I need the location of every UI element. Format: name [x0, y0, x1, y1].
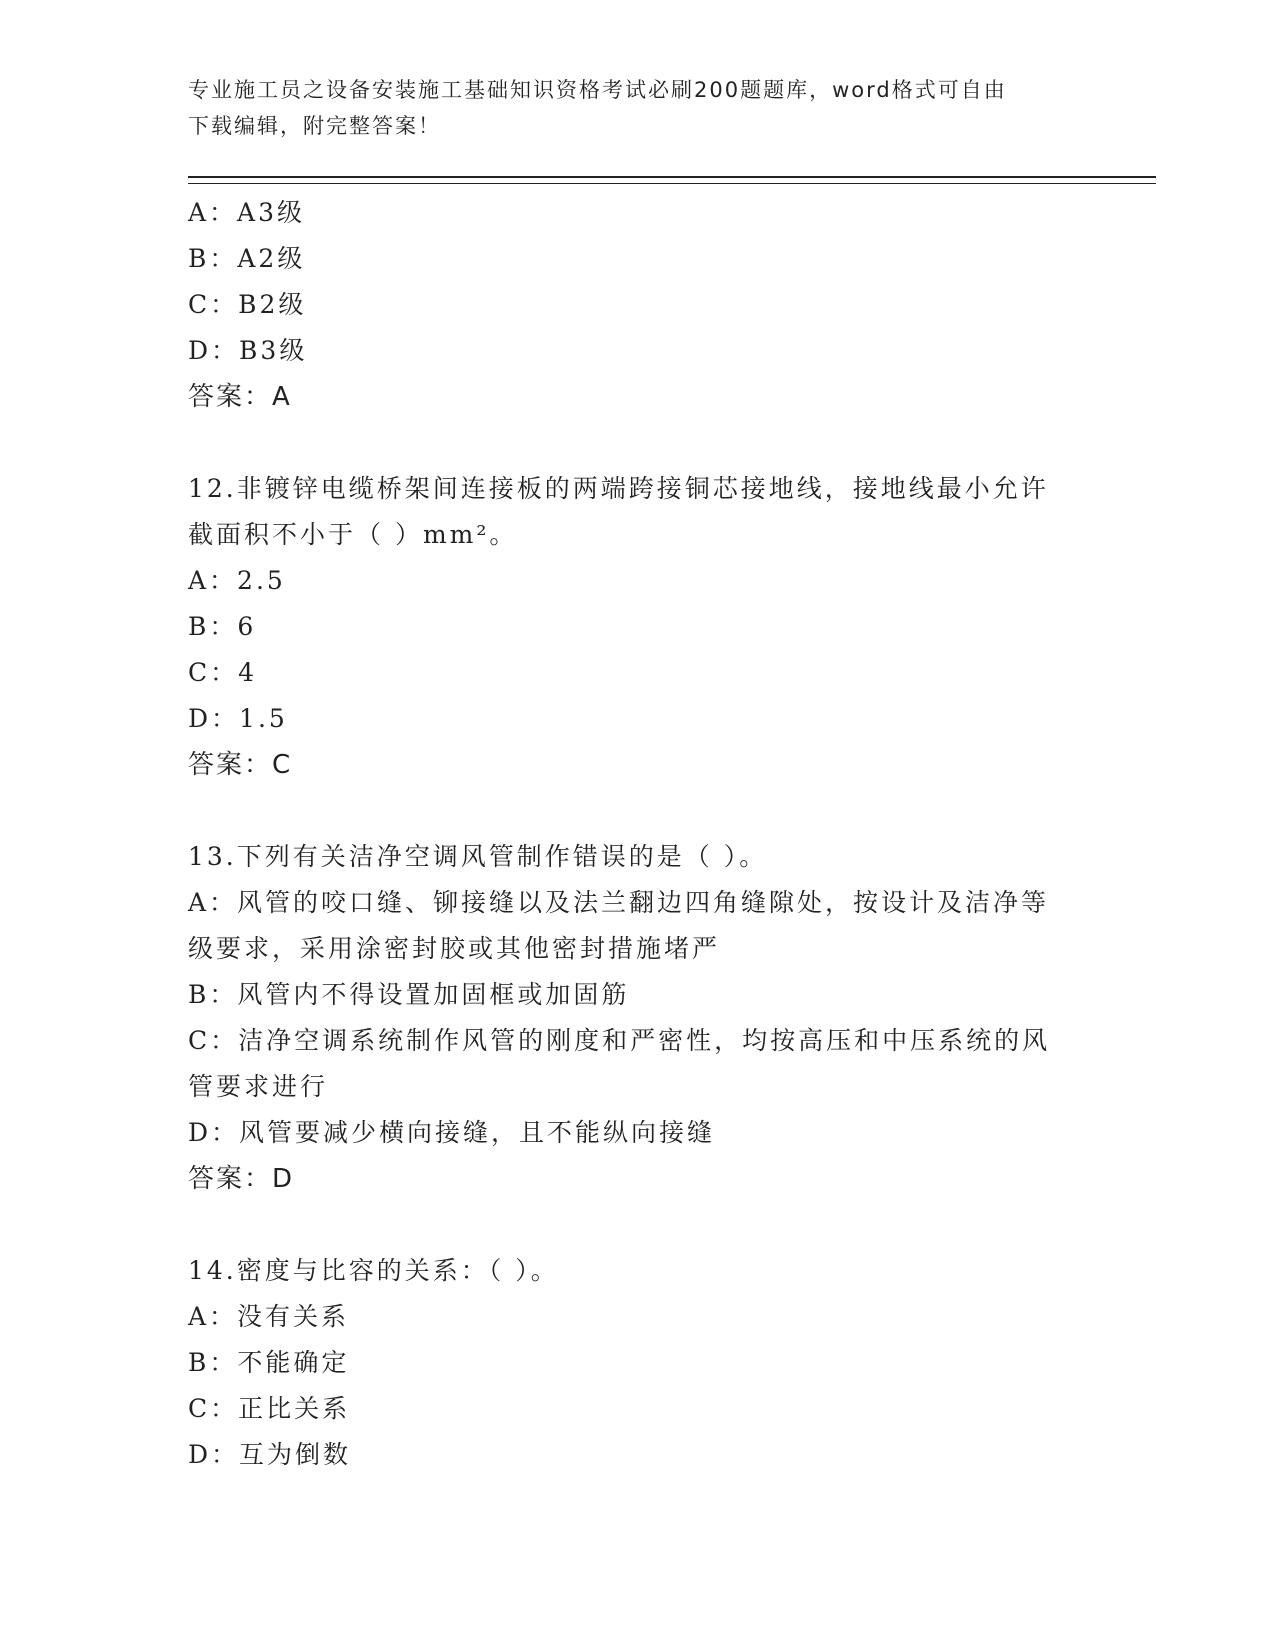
spacer	[188, 420, 1088, 466]
header-line-1: 专业施工员之设备安装施工基础知识资格考试必刷200题题库，word格式可自由	[188, 78, 1007, 102]
page-header	[188, 72, 1068, 144]
header-divider-thick	[188, 176, 1156, 178]
q13-option-b: B：风管内不得设置加固框或加固筋	[188, 980, 630, 1009]
q14-option-b: B：不能确定	[188, 1348, 350, 1377]
q13-option-c-line-1: C：洁净空调系统制作风管的刚度和严密性，均按高压和中压系统的风	[188, 1026, 1051, 1055]
header-divider-thin	[188, 183, 1156, 184]
q11-option-b: B：A2级	[188, 244, 306, 273]
q12-option-a: A：2.5	[188, 566, 286, 595]
q11-option-c: C：B2级	[188, 290, 307, 319]
q12-option-d: D：1.5	[188, 704, 288, 733]
header-line-2: 下载编辑，附完整答案！	[188, 114, 441, 138]
question-12	[188, 466, 1088, 788]
q13-option-c-line-2: 管要求进行	[188, 1072, 329, 1101]
q14-option-d: D：互为倒数	[188, 1440, 352, 1469]
q12-option-c: C：4	[188, 658, 258, 687]
question-13	[188, 834, 1088, 1202]
q13-answer: 答案：D	[188, 1164, 295, 1194]
q11-answer: 答案：A	[188, 382, 292, 412]
q12-stem-line-2: 截面积不小于（ ）mm²。	[188, 520, 518, 549]
q13-stem-line-1: 13.下列有关洁净空调风管制作错误的是（ ）。	[188, 842, 768, 871]
q13-option-d: D：风管要减少横向接缝，且不能纵向接缝	[188, 1118, 716, 1147]
q11-option-d: D：B3级	[188, 336, 308, 365]
q14-option-a: A：没有关系	[188, 1302, 350, 1331]
q13-option-a-line-2: 级要求，采用涂密封胶或其他密封措施堵严	[188, 934, 721, 963]
q14-option-c: C：正比关系	[188, 1394, 351, 1423]
spacer	[188, 1202, 1088, 1248]
question-14	[188, 1248, 1088, 1478]
q12-option-b: B：6	[188, 612, 257, 641]
question-11	[188, 190, 1088, 420]
q12-stem-line-1: 12.非镀锌电缆桥架间连接板的两端跨接铜芯接地线，接地线最小允许	[188, 474, 1049, 503]
q13-option-a-line-1: A：风管的咬口缝、铆接缝以及法兰翻边四角缝隙处，按设计及洁净等	[188, 888, 1050, 917]
question-list	[188, 190, 1088, 1478]
q11-option-a: A：A3级	[188, 198, 306, 227]
q12-answer: 答案：C	[188, 750, 293, 780]
q14-stem-line-1: 14.密度与比容的关系：（ ）。	[188, 1256, 559, 1285]
spacer	[188, 788, 1088, 834]
